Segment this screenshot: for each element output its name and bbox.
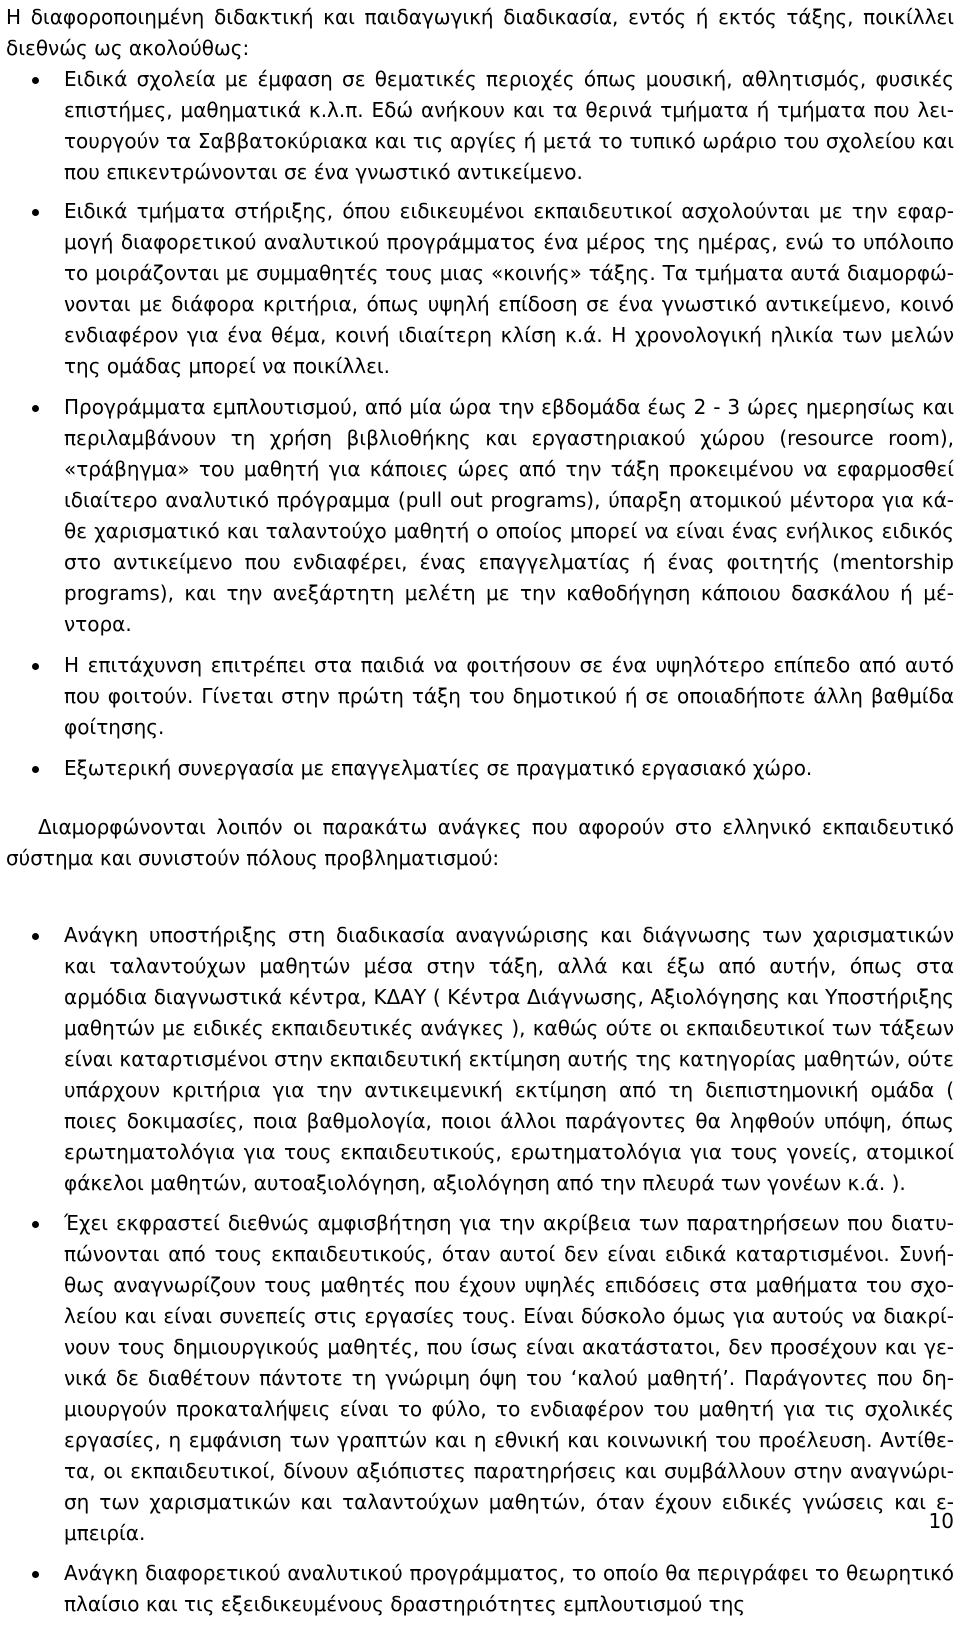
list-item-text: Ειδικά τμήματα στήριξης, όπου ειδικευμένοι εκπαιδευτικοί ασχολούνται με την εφαρμογή διαφορετικού αναλυτικού προγράμματος ένα μέρος της ημέρας, ενώ το υπόλοιπο το μοιράζονται με συμμαθητές τους μιας «κοινής» τάξης. Τα τμήματα αυτά διαμορφώνονται με διάφορα κριτήρια, όπως υψηλή επίδοση σε ένα γνωστικό αντικείμενο, κοινό ενδιαφέρον για ένα θέμα, κοινή ιδιαίτερη κλίση κ.ά. Η χρονολογική ηλικία των μελών της ομάδας μπορεί να ποικίλλει. [64,199,954,378]
bullet-icon [32,1221,39,1228]
document-page [6,2,954,1629]
bullet-icon [32,209,39,216]
list-item [6,1558,954,1620]
list-item-text: Η επιτάχυνση επιτρέπει στα παιδιά να φοιτήσουν σε ένα υψηλότερο επίπεδο από αυτό που φοιτούν. Γίνεται στην πρώτη τάξη του δημοτικού ή σε οποιαδήποτε άλλη βαθμίδα φοίτησης. [64,653,954,739]
bullet-icon [32,77,39,84]
bullet-icon [32,663,39,670]
list-item-text: Ανάγκη διαφορετικού αναλυτικού προγράμματος, το οποίο θα περιγράφει το θεωρητικό πλαίσιο και τις εξειδικευμένους δραστηριότητες εμπλουτισμού της [64,1561,954,1616]
page-number: 10 [928,1509,954,1533]
bullet-icon [32,405,39,412]
list-item [6,920,954,1199]
list-item [6,753,954,784]
list-item [6,196,954,382]
list-item [6,64,954,188]
intro-paragraph: Η διαφοροποιημένη διδακτική και παιδαγωγική διαδικασία, εντός ή εκτός τάξης, ποικίλλει διεθνώς ως ακολούθως: [6,5,954,60]
list-item [6,650,954,743]
needs-paragraph: Διαμορφώνονται λοιπόν οι παρακάτω ανάγκες που αφορούν στο ελληνικό εκπαιδευτικό σύστημα και συνιστούν πόλους προβληματισμού: [6,815,954,870]
bullet-icon [32,1571,39,1578]
list-item-text: Ανάγκη υποστήριξης στη διαδικασία αναγνώρισης και διάγνωσης των χαρισματικών και ταλαντούχων μαθητών μέσα στην τάξη, αλλά και έξω από αυτήν, όπως στα αρμόδια διαγνωστικά κέντρα, ΚΔΑΥ ( Κέντρα Διάγνωσης, Αξιολόγησης και Υποστήριξης μαθητών με ειδικές εκπαιδευτικές ανάγκες ), καθώς ούτε οι εκπαιδευτικοί των τάξεων είναι καταρτισμένοι στην εκπαιδευτική εκτίμηση αυτής της κατηγορίας μαθητών, ούτε υπάρχουν κριτήρια για την αντικειμενική εκτίμηση από τη διεπιστημονική ομάδα ( ποιες δοκιμασίες, ποια βαθμολογία, ποιοι άλλοι παράγοντες θα ληφθούν υπόψη, όπως ερωτηματολόγια για τους εκπαιδευτικούς, ερωτηματολόγια για τους γονείς, ατομικοί φάκελοι μαθητών, αυτοαξιολόγηση, αξιολόγηση από την πλευρά των γονέων κ.ά. ). [64,923,954,1195]
list-item-text: Προγράμματα εμπλουτισμού, από μία ώρα την εβδομάδα έως 2 - 3 ώρες ημερησίως και περιλαμβάνουν τη χρήση βιβλιοθήκης και εργαστηριακού χώρου (resource room), «τράβηγμα» του μαθητή για κάποιες ώρες από την τάξη προκειμένου να εφαρμοσθεί ιδιαίτερο αναλυτικό πρόγραμμα (pull out programs), ύπαρξη ατομικού μέντορα για κάθε χαρισματικό και ταλαντούχο μαθητή ο οποίος μπορεί να είναι ένας ενήλικος ειδικός στο αντικείμενο που ενδιαφέρει, ένας επαγγελματίας ή ένας φοιτητής (mentorship programs), και την ανεξάρτητη μελέτη με την καθοδήγηση κάποιου δασκάλου ή μέντορα. [64,395,954,636]
needs-list [6,920,954,1620]
list-item [6,392,954,640]
list-item-text: Έχει εκφραστεί διεθνώς αμφισβήτηση για την ακρίβεια των παρατηρήσεων που διατυπώνονται από τους εκπαιδευτικούς, όταν αυτοί δεν είναι ειδικά καταρτισμένοι. Συνήθως αναγνωρίζουν τους μαθητές που έχουν υψηλές επιδόσεις στα μαθήματα του σχολείου και είναι συνεπείς στις εργασίες τους. Είναι δύσκολο όμως για αυτούς να διακρίνουν τους δημιουργικούς μαθητές, που ίσως είναι ακατάστατοι, δεν προσέχουν και γενικά δε διαθέτουν πάντοτε τη γνώριμη όψη του ‘καλού μαθητή’. Παράγοντες που δημιουργούν προκαταλήψεις είναι το φύλο, το ενδιαφέρον του μαθητή για τις σχολικές εργασίες, η εμφάνιση των γραπτών και η εθνική και κοινωνική του προέλευση. Αντίθετα, οι εκπαιδευτικοί, δίνουν αξιόπιστες παρατηρήσεις και συμβάλλουν στην αναγνώριση των χαρισματικών και ταλαντούχων μαθητών, όταν έχουν ειδικές γνώσεις και εμπειρία. [64,1211,954,1545]
bullet-icon [32,933,39,940]
list-item-text: Ειδικά σχολεία με έμφαση σε θεματικές περιοχές όπως μουσική, αθλητισμός, φυσικές επιστήμες, μαθηματικά κ.λ.π. Εδώ ανήκουν και τα θερινά τμήματα ή τμήματα που λειτουργούν τα Σαββατοκύριακα και τις αργίες ή μετά το τυπικό ωράριο του σχολείου και που επικεντρώνονται σε ένα γνωστικό αντικείμενο. [64,67,954,184]
differentiation-list [6,64,954,784]
bullet-icon [32,766,39,773]
list-item-text: Εξωτερική συνεργασία με επαγγελματίες σε πραγματικό εργασιακό χώρο. [64,756,813,780]
list-item [6,1208,954,1549]
